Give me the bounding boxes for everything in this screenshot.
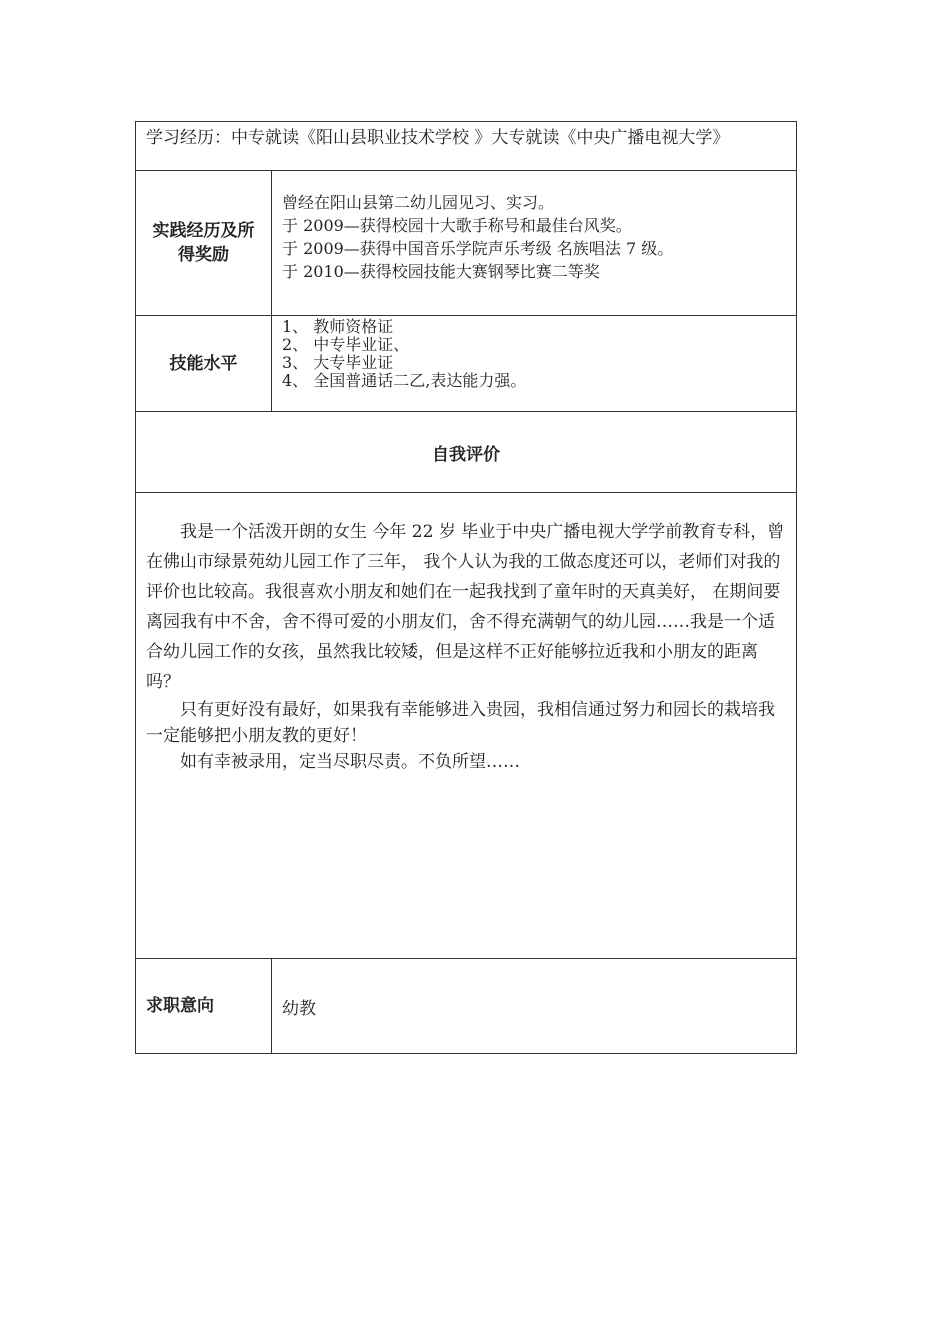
self-evaluation-paragraph: 我是一个活泼开朗的女生 今年 22 岁 毕业于中央广播电视大学学前教育专科，曾在佛山市绿景苑幼儿园工作了三年， 我个人认为我的工做态度还可以，老师们对我的评价也比较高。我很喜欢小朋友和她们在一起我找到了童年时的天真美好， 在期间要离园我有中不舍，舍不得可爱的小朋友们，舍不得充满朝气的幼儿园……我是一个适合幼儿园工作的女孩，虽然我比较矮，但是这样不正好能够拉近我和小朋友的距离吗？ (146, 522, 785, 692)
skill-item: 3、 大专毕业证 (282, 353, 394, 372)
education-text: 学习经历：中专就读《阳山县职业技术学校 》大专就读《中央广播电视大学》 (136, 122, 797, 171)
job-intention-row (136, 959, 797, 1054)
education-row (136, 122, 797, 171)
practice-label-line-1: 实践经历及所 (152, 221, 255, 241)
job-intention-value: 幼教 (272, 959, 797, 1054)
skills-content (272, 316, 797, 412)
skill-item: 1、 教师资格证 (282, 317, 394, 336)
skills-label: 技能水平 (136, 316, 272, 412)
practice-content (272, 171, 797, 316)
self-evaluation-paragraph: 如有幸被录用，定当尽职尽责。不负所望…… (180, 752, 520, 772)
practice-label (136, 171, 272, 316)
self-evaluation-title: 自我评价 (136, 412, 797, 493)
practice-item: 于 2009—获得中国音乐学院声乐考级 名族唱法 7 级。 (282, 239, 674, 258)
resume-table-sheet (135, 121, 796, 1054)
practice-item: 于 2010—获得校园技能大赛钢琴比赛二等奖 (282, 262, 600, 281)
practice-item: 曾经在阳山县第二幼儿园见习、实习。 (282, 193, 555, 212)
practice-item: 于 2009—获得校园十大歌手称号和最佳台风奖。 (282, 216, 632, 235)
self-evaluation-body (136, 493, 797, 959)
job-intention-label: 求职意向 (136, 959, 272, 1054)
resume-table (135, 121, 797, 1054)
self-evaluation-paragraph: 只有更好没有最好，如果我有幸能够进入贵园，我相信通过努力和园长的栽培我一定能够把小朋友教的更好！ (146, 700, 775, 746)
skills-row (136, 316, 797, 412)
self-evaluation-title-row (136, 412, 797, 493)
skill-item: 4、 全国普通话二乙,表达能力强。 (282, 371, 527, 390)
skill-item: 2、 中专毕业证、 (282, 335, 410, 354)
self-evaluation-body-row (136, 493, 797, 959)
practice-label-line-2: 得奖励 (178, 245, 229, 265)
practice-row (136, 171, 797, 316)
